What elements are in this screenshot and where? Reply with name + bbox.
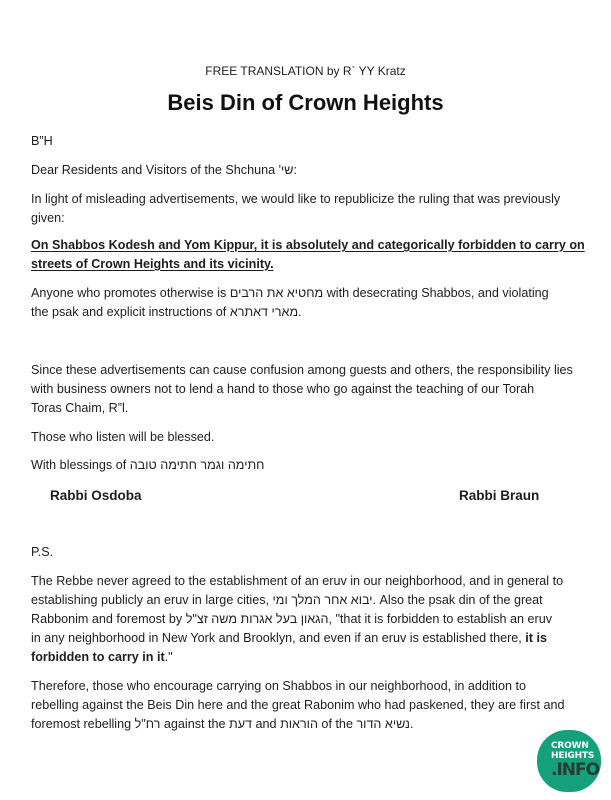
promote-line-1: Anyone who promotes otherwise is מחטיא את הרבים with desecrating Shabbos, and violating (31, 286, 549, 300)
signature-right: Rabbi Braun (459, 488, 540, 503)
ps-p1-line-3: Rabbonim and foremost by הגאון בעל אגרות משה זצ"ל, "that it is forbidden to establish an eruv (31, 612, 553, 626)
blessing-line: With blessings of חתימה וגמר חתימה טובה (31, 458, 265, 472)
crownheights-info-logo[interactable] (537, 730, 601, 792)
signature-left: Rabbi Osdoba (50, 488, 142, 503)
ruling-line-1: On Shabbos Kodesh and Yom Kippur, it is absolutely and categorically forbidden to carry on (31, 238, 585, 252)
intro-line-2: given: (31, 211, 65, 225)
ps-p2-line-2: rebelling against the Beis Din here and the great Rabonim who had paskened, they are first and (31, 698, 565, 712)
bh-header: B”H (31, 134, 53, 148)
logo-line-1: CROWN (551, 741, 589, 751)
translation-credit: FREE TRANSLATION by R` YY Kratz (205, 64, 406, 78)
ps-p2-line-3: foremost rebelling רח"ל against the דעת and הוראות of the נשיא הדור. (31, 717, 414, 731)
salutation: Dear Residents and Visitors of the Shchuna שי': (31, 163, 297, 177)
ps-p1-line-1: The Rebbe never agreed to the establishment of an eruv in our neighborhood, and in general to (31, 574, 564, 588)
ps-p1-line-4: in any neighborhood in New York and Brooklyn, and even if an eruv is established there, it is (31, 631, 547, 645)
ps-p2-line-1: Therefore, those who encourage carrying on Shabbos in our neighborhood, in addition to (31, 679, 526, 693)
logo-line-2: HEIGHTS (551, 751, 595, 761)
ruling-line-2: streets of Crown Heights and its vicinity. (31, 257, 274, 271)
ps-p1-line-2: establishing publicly an eruv in large cities, יבוא אחר המלך ומי. Also the psak din of the great (31, 593, 543, 607)
since-line-3: Toras Chaim, R”l. (31, 401, 129, 415)
document-title: Beis Din of Crown Heights (167, 90, 444, 115)
since-line-1: Since these advertisements can cause confusion among guests and others, the responsibility lies (31, 363, 573, 377)
since-line-2: with business owners not to lend a hand to those who go against the teaching of our Torah (31, 382, 535, 396)
ps-label: P.S. (31, 545, 54, 559)
promote-line-2: the psak and explicit instructions of מארי דאתרא. (31, 305, 302, 319)
ps-p1-line-5: forbidden to carry in it." (31, 650, 173, 664)
intro-line-1: In light of misleading advertisements, we would like to republicize the ruling that was previously (31, 192, 561, 206)
logo-line-3: .INFO (551, 760, 600, 780)
listen-line: Those who listen will be blessed. (31, 430, 215, 444)
